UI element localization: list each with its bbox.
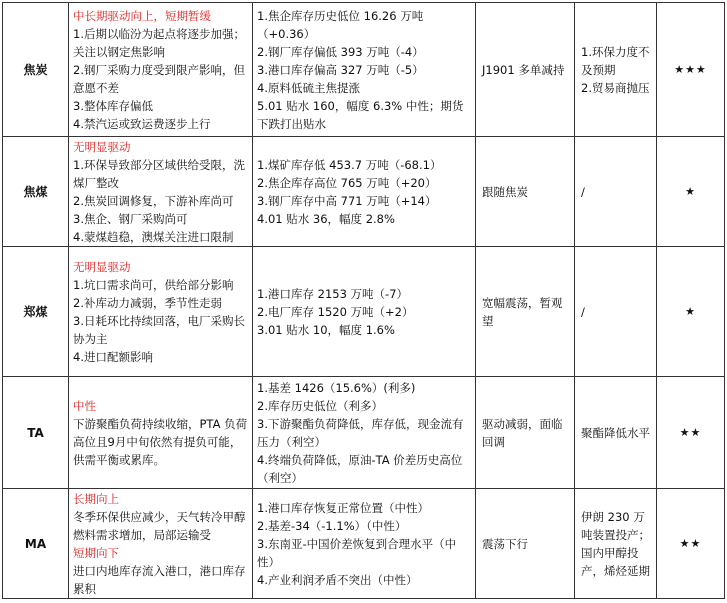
rating-stars: ★ — [657, 247, 725, 377]
risk-text: / — [581, 184, 585, 199]
data-line: 1.港口库存 2153 万吨（-7） — [257, 286, 409, 301]
commodity-name: 焦煤 — [3, 137, 69, 247]
factor-line: 4.禁汽运或致运费逐步上行 — [73, 116, 211, 131]
table-row — [3, 137, 725, 247]
data-line: 3.港口库存偏高 327 万吨（-5） — [257, 62, 424, 77]
risk-text: 伊朗 230 万吨装置投产；国内甲醇投产，烯烃延期 — [581, 509, 650, 578]
data-line: 2.电厂库存 1520 万吨（+2） — [257, 304, 414, 319]
factor-headline: 中长期驱动向上，短期暂缓 — [73, 8, 211, 23]
factor-line: 下游聚酯负荷持续收缩，PTA 负荷高位且9月中旬依然有提负可能，供需平衡或累库。 — [73, 416, 248, 467]
factor-headline: 无明显驱动 — [73, 139, 131, 154]
table-row — [3, 3, 725, 137]
strategy-cell: 跟随焦炭 — [476, 137, 575, 247]
factor-line: 4.蒙煤趋稳，澳煤关注进口限制 — [73, 229, 234, 244]
factor-line: 3.日耗环比持续回落，电厂采购长协为主 — [73, 313, 245, 346]
data-line: 1.煤矿库存低 453.7 万吨（-68.1） — [257, 157, 442, 172]
commodity-name: TA — [3, 377, 69, 489]
risk-cell — [575, 247, 657, 377]
risk-cell — [575, 137, 657, 247]
risk-text: / — [581, 304, 585, 319]
factor-line: 1.坑口需求尚可，供给部分影响 — [73, 277, 234, 292]
data-line: 4.原料低硫主焦提涨 — [257, 80, 360, 95]
data-cell — [253, 247, 476, 377]
risk-text: 聚酯降低水平 — [581, 425, 650, 440]
data-line: 1.基差 1426（15.6%）(利多) — [257, 380, 416, 395]
factor-line: 2.焦炭回调修复，下游补库尚可 — [73, 193, 234, 208]
data-line: 3.01 贴水 10，幅度 1.6% — [257, 322, 395, 337]
risk-text: 1.环保力度不及预期 2.贸易商抛压 — [581, 44, 650, 95]
factor-line: 冬季环保供应减少，天气转冷甲醇燃料需求增加，局部运输受 — [73, 509, 246, 542]
data-line: 3.钢厂库存中高 771 万吨（+14） — [257, 193, 437, 208]
data-line: 1.焦企库存历史低位 16.26 万吨（+0.36） — [257, 8, 424, 41]
data-line: 4.终端负荷降低，原油-TA 价差历史高位（利空） — [257, 452, 463, 485]
data-line: 1.港口库存恢复正常位置（中性） — [257, 500, 429, 515]
data-line: 4.产业利润矛盾不突出（中性） — [257, 572, 418, 587]
table-row — [3, 489, 725, 599]
factors-cell — [69, 137, 253, 247]
strategy-cell: 驱动减弱，面临回调 — [476, 377, 575, 489]
factor-line: 4.进口配额影响 — [73, 349, 153, 364]
factor-line: 3.整体库存偏低 — [73, 98, 153, 113]
rating-stars: ★★★ — [657, 3, 725, 137]
data-line: 5.01 贴水 160，幅度 6.3% 中性；期货下跌打出贴水 — [257, 98, 464, 131]
factor-line: 进口内地库存流入港口，港口库存累积 — [73, 563, 246, 596]
data-line: 4.01 贴水 36，幅度 2.8% — [257, 211, 395, 226]
rating-stars: ★★ — [657, 489, 725, 599]
factor-line: 3.焦企、钢厂采购尚可 — [73, 211, 188, 226]
data-cell — [253, 137, 476, 247]
factor-headline: 无明显驱动 — [73, 259, 131, 274]
factor-line: 2.补库动力减弱，季节性走弱 — [73, 295, 222, 310]
data-line: 2.基差-34（-1.1%）（中性） — [257, 518, 407, 533]
commodity-table — [2, 2, 725, 599]
rating-stars: ★ — [657, 137, 725, 247]
risk-cell — [575, 3, 657, 137]
data-line: 2.焦企库存高位 765 万吨（+20） — [257, 175, 437, 190]
table-row — [3, 247, 725, 377]
strategy-cell: J1901 多单减持 — [476, 3, 575, 137]
factor-line: 1.环保导致部分区域供给受限，洗煤厂整改 — [73, 157, 245, 190]
factors-cell — [69, 3, 253, 137]
data-line: 3.东南亚-中国价差恢复到合理水平（中性） — [257, 536, 457, 569]
risk-cell — [575, 377, 657, 489]
factor-line: 2.钢厂采购力度受到限产影响，但意愿不差 — [73, 62, 245, 95]
factor-headline: 长期向上 — [73, 491, 119, 506]
rating-stars: ★★ — [657, 377, 725, 489]
data-line: 3.下游聚酯负荷降低，库存低，现金流有压力（利空） — [257, 416, 464, 449]
data-cell — [253, 377, 476, 489]
factor-headline: 中性 — [73, 398, 96, 413]
risk-cell — [575, 489, 657, 599]
data-cell — [253, 489, 476, 599]
factor-headline: 短期向下 — [73, 545, 119, 560]
factors-cell — [69, 377, 253, 489]
table-row — [3, 377, 725, 489]
commodity-name: 郑煤 — [3, 247, 69, 377]
strategy-cell: 宽幅震荡，暂观望 — [476, 247, 575, 377]
data-line: 2.钢厂库存偏低 393 万吨（-4） — [257, 44, 424, 59]
commodity-name: MA — [3, 489, 69, 599]
strategy-cell: 震荡下行 — [476, 489, 575, 599]
data-line: 2.库存历史低位（利多） — [257, 398, 383, 413]
factor-line: 1.后期以临汾为起点将逐步加强；关注以钢定焦影响 — [73, 26, 245, 59]
data-cell — [253, 3, 476, 137]
factors-cell — [69, 247, 253, 377]
factors-cell — [69, 489, 253, 599]
commodity-name: 焦炭 — [3, 3, 69, 137]
